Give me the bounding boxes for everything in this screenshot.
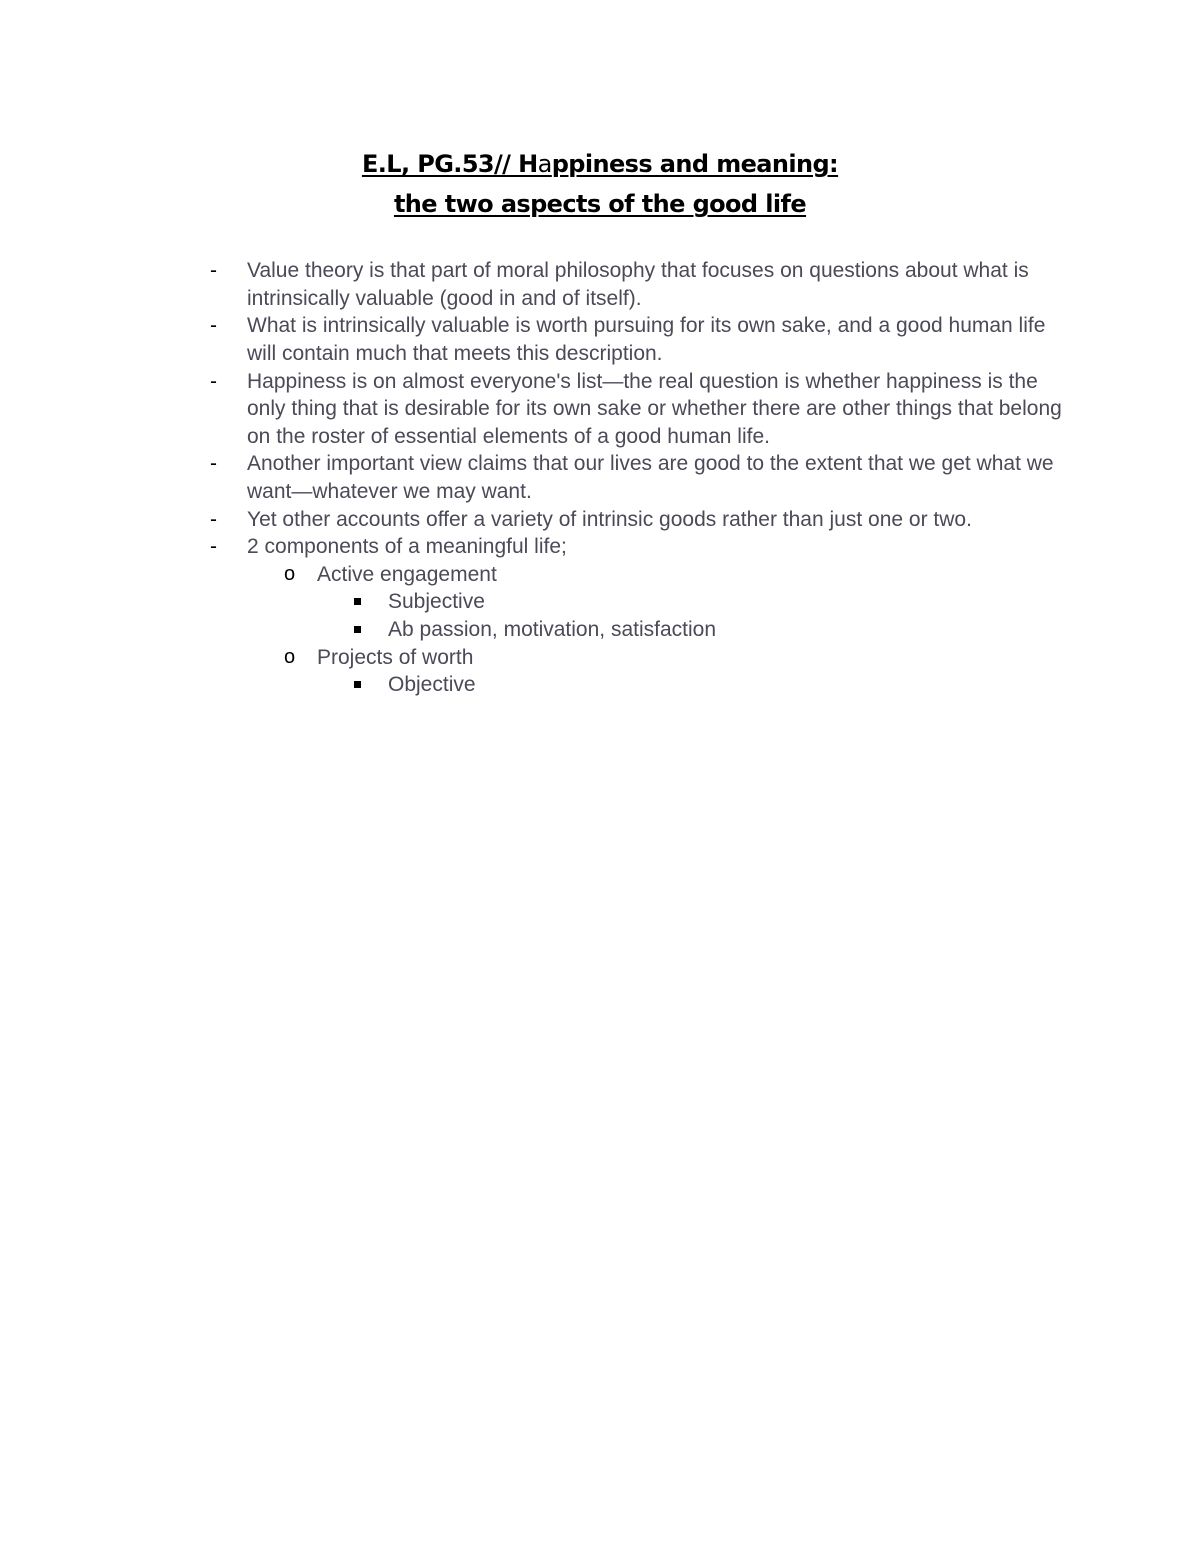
notes-list [0,257,1200,699]
dash-bullet: - [210,314,217,338]
sub-list-item-text: Active engagement [317,562,497,586]
dash-bullet: - [210,452,217,476]
sub-sub-list-item-text: Objective [388,673,476,697]
list-item-text: Value theory is that part of moral philosophy that focuses on questions about what is intrinsically valuable (good in and of itself). [247,259,1029,310]
list-item [0,257,1200,312]
square-bullet-icon [354,681,361,688]
dash-bullet: - [210,507,217,531]
list-item-text: What is intrinsically valuable is worth pursuing for its own sake, and a good human life will contain much that meets this description. [247,314,1046,365]
sub-list-item [0,644,1200,672]
list-item [0,533,1200,561]
title-part-a: E.L, PG.53// H [361,150,538,178]
square-bullet-icon [354,598,361,605]
list-item-text: Another important view claims that our lives are good to the extent that we get what we want—whatever we may want. [247,452,1054,503]
sub-sub-list-item [0,616,1200,644]
list-item [0,450,1200,505]
title-line-2-text: the two aspects of the good life [393,190,807,218]
title-line-2 [0,184,1200,224]
square-bullet-icon [354,626,361,633]
circle-bullet: o [284,562,296,585]
sub-list-item [0,561,1200,589]
list-item-text: Happiness is on almost everyone's list—the real question is whether happiness is the only thing that is desirable for its own sake or whether there are other things that belong on the roster of essential elements of a good human life. [247,369,1062,448]
list-item-text: Yet other accounts offer a variety of intrinsic goods rather than just one or two. [247,507,972,531]
dash-bullet: - [210,369,217,393]
dash-bullet: - [210,259,217,282]
sub-list-item-text: Projects of worth [317,645,474,669]
list-item [0,368,1200,451]
sub-sub-list-item-text: Ab passion, motivation, satisfaction [388,617,717,641]
list-item [0,506,1200,534]
sub-sub-list-item [0,588,1200,616]
title-line-1 [0,144,1200,184]
title-line-1-text [362,150,838,178]
list-item-text: 2 components of a meaningful life; [247,535,567,559]
sub-sub-list-item-text: Subjective [388,590,485,614]
document-title [0,144,1200,224]
title-part-c: ppiness and meaning: [551,150,839,178]
list-item [0,312,1200,367]
title-part-b: a [537,150,552,178]
circle-bullet: o [284,645,296,668]
dash-bullet: - [210,535,217,559]
sub-sub-list-item [0,671,1200,699]
